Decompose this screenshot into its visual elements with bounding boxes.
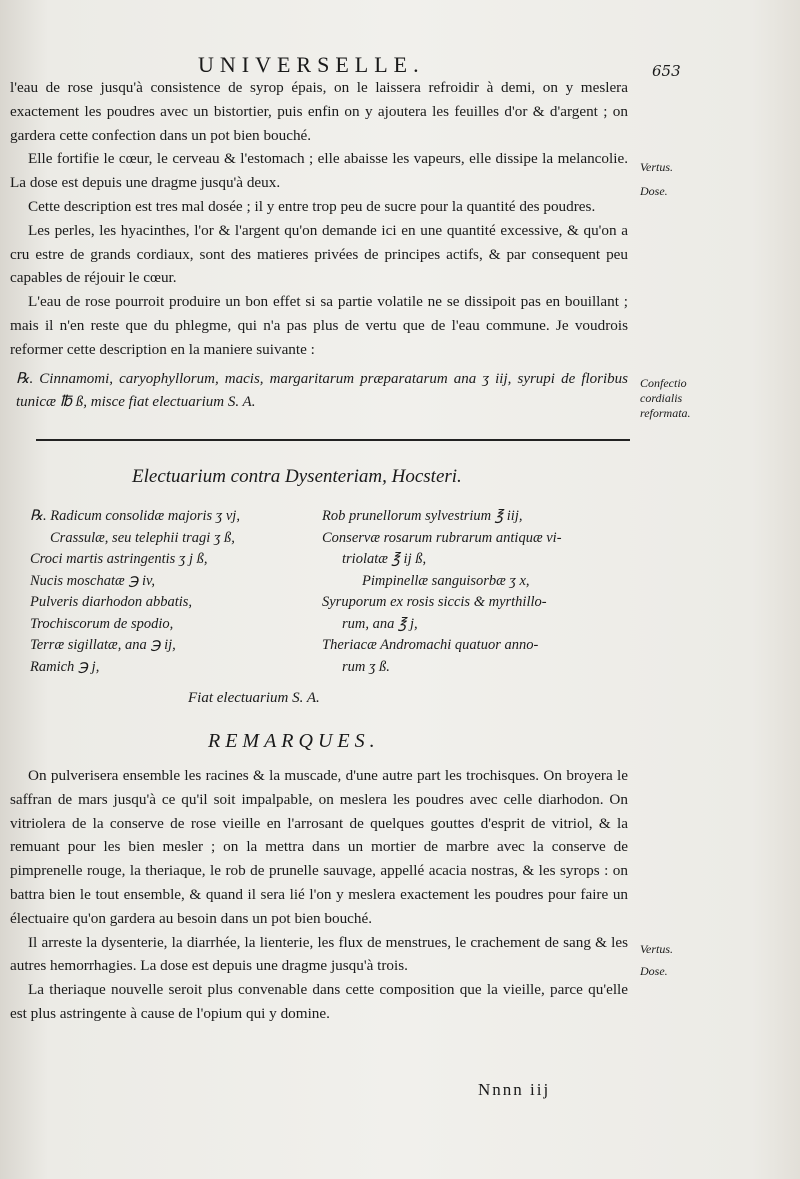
ingredient-line: rum, ana ℥ j, [342,615,418,632]
paragraph: L'eau de rose pourroit produire un bon effet si sa partie volatile ne se dissipoit pas en bouillant ; mais il n'en reste que du phlegme, qui n'a pas plus de vertu que de l'eau commune. Je voudrois reformer cette description en la maniere suivante : [10,293,628,358]
paragraph: Les perles, les hyacinthes, l'or & l'argent qu'on demande ici en une quantité excessive, & qu'on a cru estre de grands cordiaux, sont des matieres privées de principes actifs, & par consequent peu capables de réjouir le cœur. [10,221,628,287]
paragraph: l'eau de rose jusqu'à consistence de syrop épais, on le laissera refroidir à demi, on y meslera exactement les poudres avec un bistortier, puis enfin on y ajoutera les feuilles d'or & d'argent ; on gardera cette confection dans un pot bien bouché. [10,79,628,144]
section-divider [36,439,630,441]
ingredient-line: Conservæ rosarum rubrarum antiquæ vi- [322,529,562,546]
ingredient-line: rum ʒ ß. [342,658,390,675]
ingredient-line: Theriacæ Andromachi quatuor anno- [322,637,539,653]
margin-note-vertus: Vertus. [640,160,673,174]
ingredient-line: Pulveris diarhodon abbatis, [30,594,193,610]
ingredient-line: triolatæ ℥ ij ß, [342,551,427,567]
margin-note-confection: Confectio cordialis reformata. [640,376,691,420]
remarques-heading: REMARQUES. [208,730,380,752]
margin-note-dose-2: Dose. [640,964,668,978]
electuary-title: Electuarium contra Dysenteriam, Hocsteri. [132,466,462,487]
margin-note-dose: Dose. [640,184,668,198]
paragraph: Elle fortifie le cœur, le cerveau & l'estomach ; elle abaisse les vapeurs, elle dissipe la melancolie. La dose est depuis une dragme jusqu'à deux. [10,150,628,192]
paragraph: La theriaque nouvelle seroit plus convenable dans cette composition que la vieille, parce qu'elle est plus astringente à cause de l'opium qui y domine. [10,981,628,1022]
fiat-line: Fiat electuarium S. A. [188,690,320,706]
ingredients-left-column [30,506,300,678]
reformed-recipe: ℞. Cinnamomi, caryophyllorum, macis, margaritarum præparatarum ana ʒ iij, syrupi de floribus tunicæ ℔ ß, misce fiat electuarium S. A. [16,371,628,410]
page-number: 653 [652,62,681,80]
ingredient-line: Crassulæ, seu telephii tragi ʒ ß, [50,529,235,546]
margin-note-vertus-2: Vertus. [640,942,673,956]
ingredient-line: Terræ sigillatæ, ana ℈ ij, [30,637,176,653]
paragraph: On pulverisera ensemble les racines & la muscade, d'une autre part les trochisques. On broyera le saffran de mars jusqu'à ce qu'il soit impalpable, on meslera les poudres avec celle diarhodon. On vitriolera de la conserve de rose vieille en l'arrosant de quelques gouttes d'esprit de vitriol, & la remuant pour les bien mesler ; on la mettra dans un mortier de marbre avec la conserve de pimprenelle rouge, la theriaque, le rob de prunelle sauvage, appellé acacia nostras, & les syrops : on battra bien le tout ensemble, & quand il sera lié l'on y meslera exactement les poudres pour faire un électuaire qu'on gardera au besoin dans un pot bien bouché. [10,767,628,927]
ingredient-line: Pimpinellæ sanguisorbæ ʒ x, [362,572,530,589]
ingredient-line: Trochiscorum de spodio, [30,615,174,632]
ingredient-line: Nucis moschatæ ℈ iv, [30,572,156,589]
ingredient-line: Syruporum ex rosis siccis & myrthillo- [322,594,547,610]
paragraph: Il arreste la dysenterie, la diarrhée, la lienterie, les flux de menstrues, le crachement de sang & les autres hemorrhagies. La dose est depuis une dragme jusqu'à trois. [10,933,628,975]
ingredients-right-column [322,506,630,678]
running-title: UNIVERSELLE. [198,52,425,77]
ingredient-line: Rob prunellorum sylvestrium ℥ iij, [322,508,523,524]
paragraph: Cette description est tres mal dosée ; il y entre trop peu de sucre pour la quantité des poudres. [28,197,596,215]
ingredient-line: Ramich ℈ j, [30,658,100,675]
remarques-text [10,764,628,1026]
intro-text [10,76,628,362]
ingredient-line: Croci martis astringentis ʒ j ß, [30,551,208,567]
ingredient-line: ℞. Radicum consolidæ majoris ʒ vj, [30,508,240,524]
signature-mark: Nnnn iij [478,1080,551,1099]
